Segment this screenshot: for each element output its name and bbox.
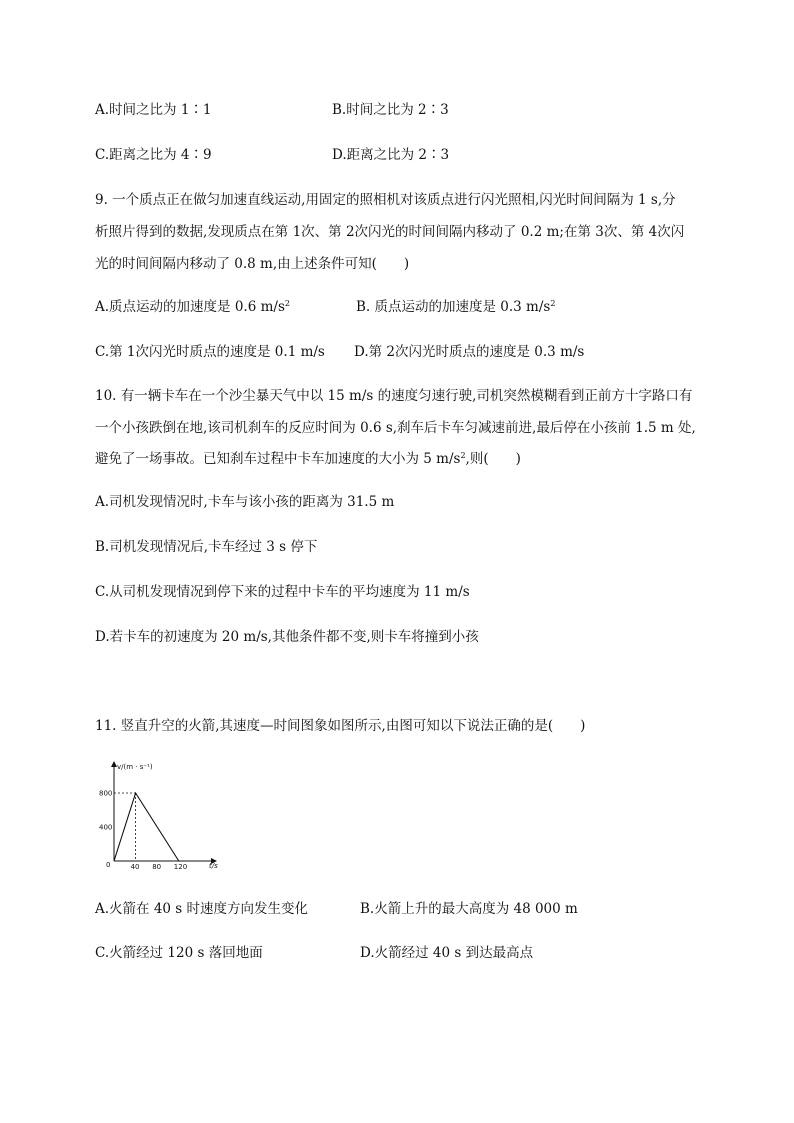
q10-option-d: D.若卡车的初速度为 20 m/s,其他条件都不变,则卡车将撞到小孩 xyxy=(95,629,479,645)
q9-option-d: D.第 2次闪光时质点的速度是 0.3 m/s xyxy=(354,344,585,360)
y-tick-label-400: 400 xyxy=(99,823,113,832)
q10-option-a: A.司机发现情况时,卡车与该小孩的距离为 31.5 m xyxy=(95,494,395,510)
origin-label: 0 xyxy=(106,861,111,869)
x-tick-label-80: 80 xyxy=(152,863,162,870)
q11-option-d: D.火箭经过 40 s 到达最高点 xyxy=(360,945,534,961)
y-axis-label: v/(m · s⁻¹) xyxy=(117,763,153,771)
q11-option-b: B.火箭上升的最大高度为 48 000 m xyxy=(360,901,578,917)
q8-option-c: C.距离之比为 4∶9 xyxy=(95,147,212,163)
velocity-time-graph xyxy=(92,758,222,870)
q9-option-a: A.质点运动的加速度是 0.6 $m/s^2$ xyxy=(95,299,290,315)
q10-stem-line-2: 一个小孩跌倒在地,该司机刹车的反应时间为 0.6 s,刹车后卡车匀减速前进,最后停在小孩前 1.5 m 处, xyxy=(95,420,696,436)
q10-stem-line-1: 10. 有一辆卡车在一个沙尘暴天气中以 15 m/s 的速度匀速行驶,司机突然模糊看到正前方十字路口有 xyxy=(95,388,693,404)
y-tick-label-800: 800 xyxy=(99,789,113,798)
q11-stem: 11. 竖直升空的火箭,其速度—时间图象如图所示,由图可知以下说法正确的是( ) xyxy=(95,718,586,734)
q9-option-b: B. 质点运动的加速度是 0.3 $m/s^2$ xyxy=(356,299,556,315)
q8-option-d: D.距离之比为 2∶3 xyxy=(332,147,450,163)
q9-stem-line-3: 光的时间间隔内移动了 0.8 m,由上述条件可知( ) xyxy=(95,256,410,272)
q11-option-a: A.火箭在 40 s 时速度方向发生变化 xyxy=(95,901,309,917)
q9-stem-line-2: 析照片得到的数据,发现质点在第 1次、第 2次闪光的时间间隔内移动了 0.2 m;在第 3次、第 4次闪 xyxy=(95,224,685,240)
q11-option-c: C.火箭经过 120 s 落回地面 xyxy=(95,945,263,961)
velocity-line xyxy=(114,793,179,861)
x-tick-label-120: 120 xyxy=(173,863,188,870)
x-tick-label-40: 40 xyxy=(130,863,140,870)
q10-stem-line-3: 避免了一场事故。已知刹车过程中卡车加速度的大小为 5 $m/s^2$,则( ) xyxy=(95,451,521,467)
q9-option-c: C.第 1次闪光时质点的速度是 0.1 m/s xyxy=(95,344,325,360)
x-axis-label: t/s xyxy=(209,862,218,870)
q10-option-b: B.司机发现情况后,卡车经过 3 s 停下 xyxy=(95,539,318,555)
q9-stem-line-1: 9. 一个质点正在做匀加速直线运动,用固定的照相机对该质点进行闪光照相,闪光时间间隔为 1 s,分 xyxy=(95,192,676,208)
q8-option-a: A.时间之比为 1∶1 xyxy=(95,102,212,118)
q10-option-c: C.从司机发现情况到停下来的过程中卡车的平均速度为 11 m/s xyxy=(95,584,470,600)
q8-option-b: B.时间之比为 2∶3 xyxy=(332,102,449,118)
